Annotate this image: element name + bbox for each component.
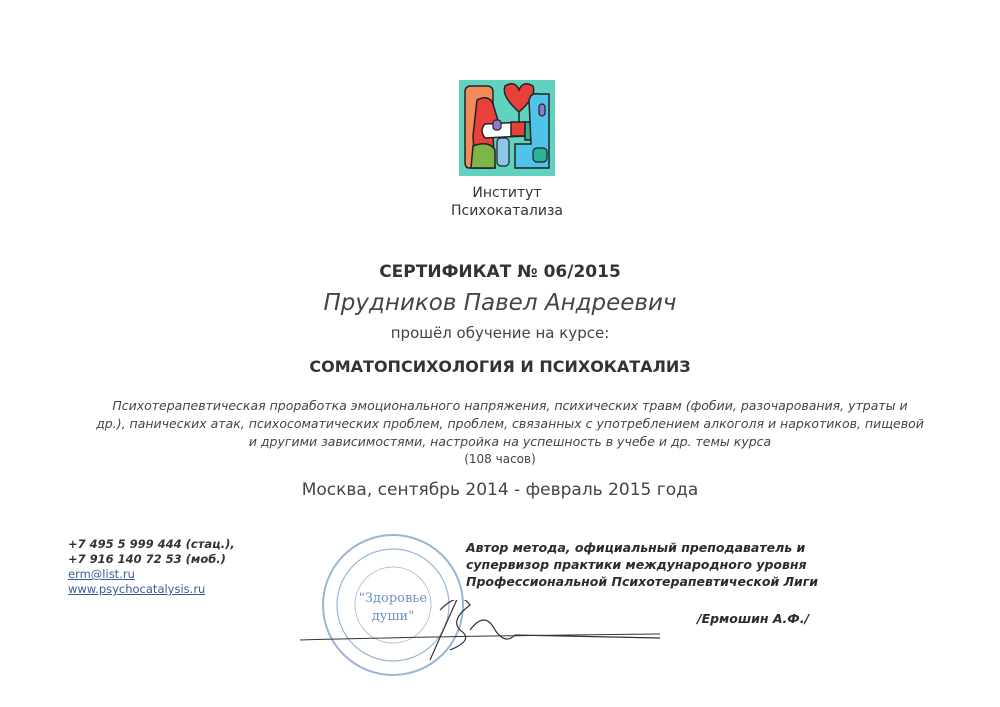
author-line: супервизор практики международного уровня: [466, 557, 807, 572]
signature: [300, 600, 660, 680]
description-line: Психотерапевтическая проработка эмоционального напряжения, психических травм (фобии, разочарования, утраты и: [112, 398, 908, 413]
contacts-block: [68, 537, 235, 597]
svg-text:"Здоровье: "Здоровье: [358, 591, 428, 606]
description-line: др.), панических атак, психосоматических проблем, проблем, связанных с употреблением алкоголя и наркотиков, пищевой: [96, 416, 924, 431]
description-line: и другими зависимостями, настройка на успешность в учебе и др. темы курса: [248, 434, 772, 449]
recipient-name: Прудников Павел Андреевич: [323, 290, 677, 316]
institute-name-line2: Психокатализа: [450, 203, 563, 219]
author-line: Автор метода, официальный преподаватель и: [466, 540, 806, 555]
website-link[interactable]: www.psychocatalysis.ru: [68, 582, 206, 596]
phone-mobile: +7 916 140 72 53 (моб.): [68, 552, 226, 566]
signatory-name: /Ермошин А.Ф./: [697, 611, 810, 626]
passed-course-text: прошёл обучение на курсе:: [390, 324, 610, 342]
institute-logo-icon: [459, 80, 555, 176]
svg-text:души": души": [371, 609, 415, 624]
email-link[interactable]: erm@list.ru: [68, 567, 135, 581]
institute-name-line1: Институт: [472, 185, 542, 201]
place-and-date: Москва, сентябрь 2014 - февраль 2015 года: [301, 480, 699, 500]
certificate-title: СЕРТИФИКАТ № 06/2015: [379, 262, 621, 282]
course-hours: (108 часов): [464, 452, 536, 466]
author-line: Профессиональной Психотерапевтической Лиги: [466, 574, 819, 589]
phone-landline: +7 495 5 999 444 (стац.),: [68, 537, 235, 551]
course-description: [60, 397, 960, 451]
course-title: СОМАТОПСИХОЛОГИЯ И ПСИХОКАТАЛИЗ: [309, 357, 691, 376]
author-credentials: [466, 539, 818, 590]
